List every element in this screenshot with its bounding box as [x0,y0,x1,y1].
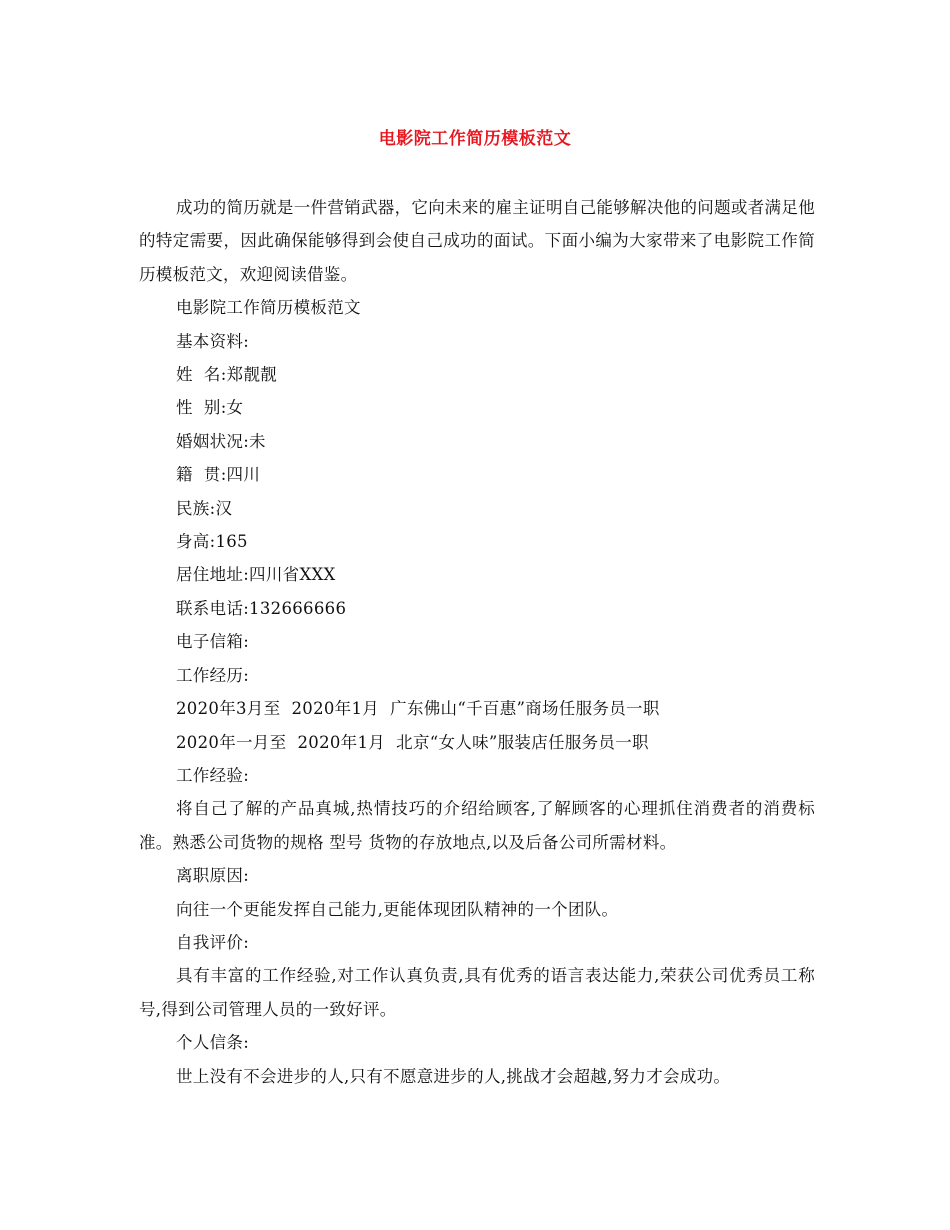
phone-line: 联系电话:132666666 [176,598,347,618]
document-body [139,191,815,1093]
self-evaluation-paragraph: 具有丰富的工作经验,对工作认真负责,具有优秀的语言表达能力,荣获公司优秀员工称 号,得到公司管理人员的一致好评。 [139,966,815,1019]
work-experience-heading: 工作经验: [176,765,250,785]
motto-heading: 个人信条: [176,1033,250,1053]
height-line: 身高:165 [176,532,248,552]
gender-line: 性 别:女 [176,398,244,418]
work-history-heading: 工作经历: [176,665,250,685]
work-experience-paragraph: 将自己了解的产品真城,热情技巧的介绍给顾客,了解顾客的心理抓住消费者的消费标准。熟悉公司货物的规格 型号 货物的存放地点,以及后备公司所需材料。 [139,799,815,852]
intro-paragraph: 成功的简历就是一件营销武器，它向未来的雇主证明自己能够解决他的问题或者满足他的特定需要，因此确保能够得到会使自己成功的面试。下面小编为大家带来了电影院工作简历模板范文，欢迎阅读借鉴。 [139,198,815,284]
basic-info-heading: 基本资料: [176,331,250,351]
marital-status-line: 婚姻状况:未 [176,431,266,451]
document-title: 电影院工作简历模板范文 [378,129,572,149]
hometown-line: 籍 贯:四川 [176,465,261,485]
ethnicity-line: 民族:汉 [176,498,233,518]
motto-text: 世上没有不会进步的人,只有不愿意进步的人,挑战才会超越,努力才会成功。 [176,1066,731,1086]
leave-reason-heading: 离职原因: [176,866,250,886]
address-line: 居住地址:四川省XXX [176,565,336,585]
work-history-item: 2020年一月至 2020年1月 北京“女人味”服装店任服务员一职 [176,732,649,752]
email-line: 电子信箱: [176,632,250,652]
work-history-item: 2020年3月至 2020年1月 广东佛山“千百惠”商场任服务员一职 [176,699,660,719]
self-evaluation-heading: 自我评价: [176,932,250,952]
leave-reason-text: 向往一个更能发挥自己能力,更能体现团队精神的一个团队。 [176,899,619,919]
name-line: 姓 名:郑靓靓 [176,365,277,385]
subtitle-line: 电影院工作简历模板范文 [176,298,361,318]
